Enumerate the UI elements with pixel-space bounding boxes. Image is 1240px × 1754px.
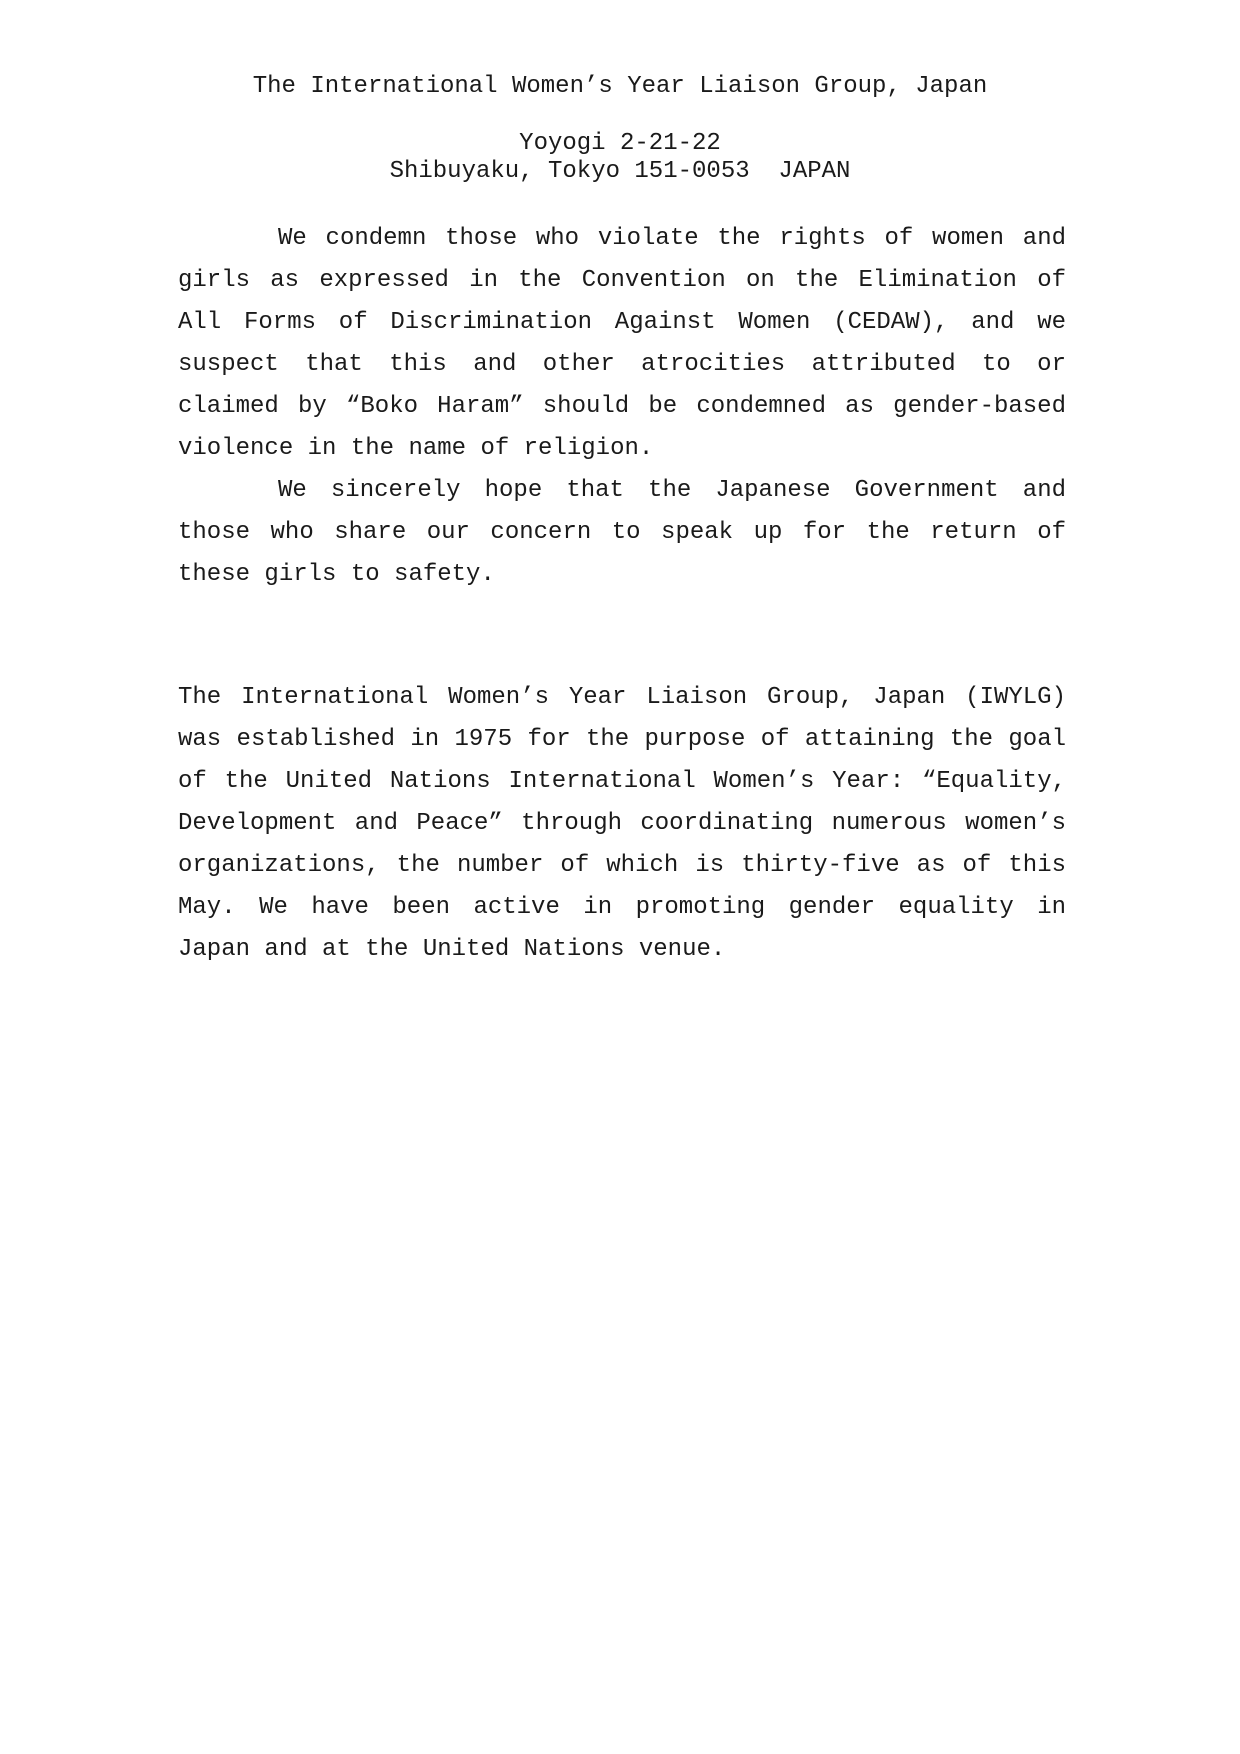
statement-section — [178, 218, 1066, 596]
address-line-city: Shibuyaku, Tokyo 151-0053 JAPAN — [389, 158, 851, 185]
organization-address — [0, 130, 1240, 186]
about-section — [178, 677, 1066, 971]
statement-paragraph-hope: We sincerely hope that the Japanese Government and those who share our concern to speak up for the return of these girls to safety. — [178, 477, 1066, 588]
statement-paragraph-condemnation: We condemn those who violate the rights of women and girls as expressed in the Convention on the Elimination of All Forms of Discrimination Against Women (CEDAW), and we suspect that this and other atrocities attributed to or claimed by “Boko Haram” should be condemned as gender-based violence in the name of religion. — [178, 225, 1066, 462]
organization-title: The International Women’s Year Liaison Group, Japan — [252, 73, 988, 100]
about-paragraph: The International Women’s Year Liaison Group, Japan (IWYLG) was established in 1975 for the purpose of attaining the goal of the United Nations International Women’s Year: “Equality, Development and Peace” through coordinating numerous women’s organizations, the number of which is thirty-five as of this May. We have been active in promoting gender equality in Japan and at the United Nations venue. — [178, 684, 1066, 963]
address-line-street: Yoyogi 2-21-22 — [519, 130, 721, 157]
